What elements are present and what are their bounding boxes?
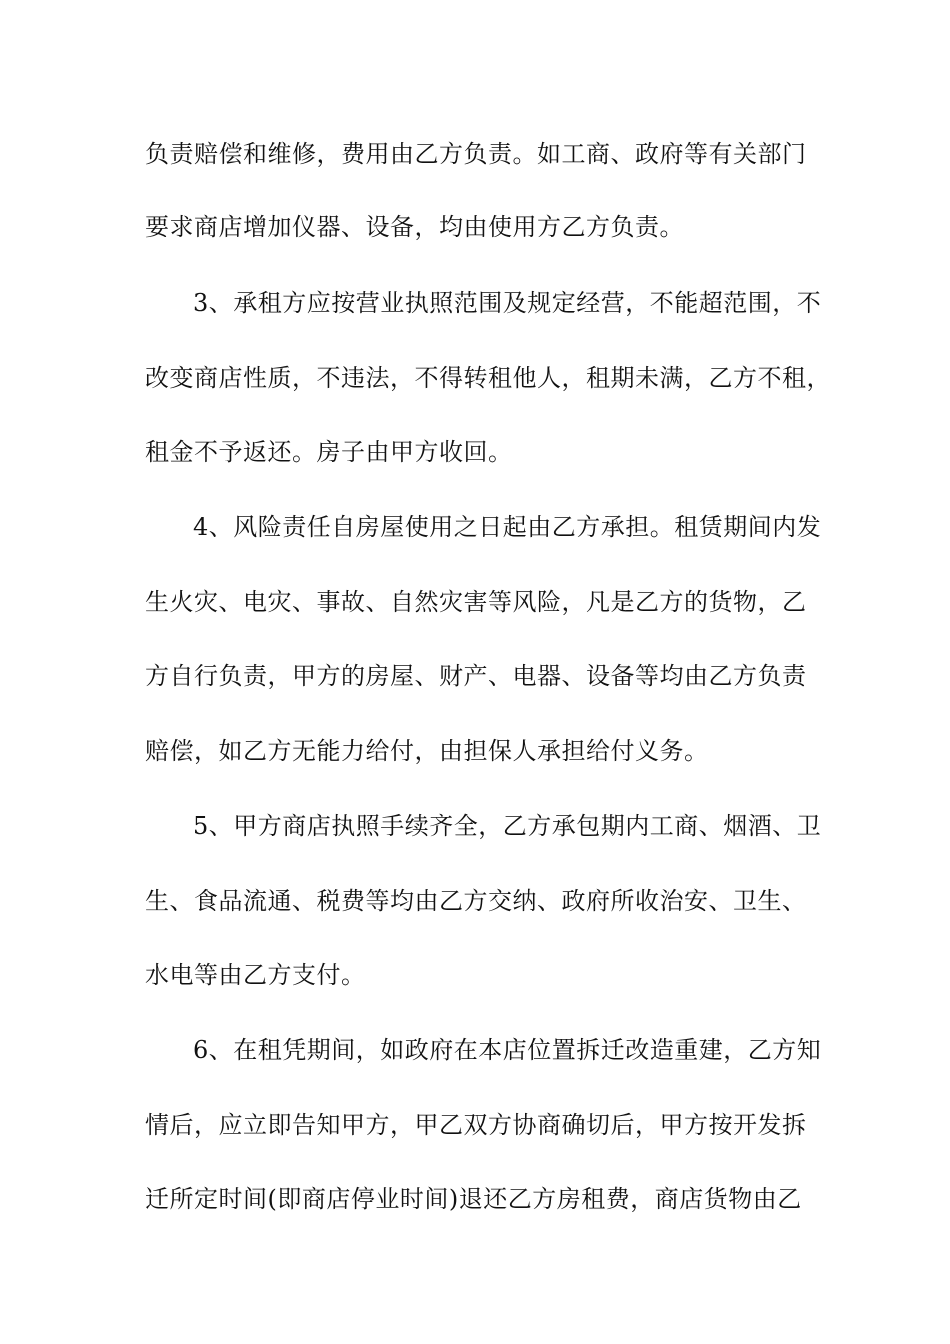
text-line: 生、食品流通、税费等均由乙方交纳、政府所收治安、卫生、 (145, 887, 807, 915)
paragraph-start-6: 6、在租凭期间，如政府在本店位置拆迁改造重建，乙方知 (193, 1036, 822, 1064)
text-line: 要求商店增加仪器、设备，均由使用方乙方负责。 (145, 213, 684, 241)
text-line: 生火灾、电灾、事故、自然灾害等风险，凡是乙方的货物，乙 (145, 588, 807, 616)
text-line: 情后，应立即告知甲方，甲乙双方协商确切后，甲方按开发拆 (145, 1111, 807, 1139)
paragraph-start-3: 3、承租方应按营业执照范围及规定经营，不能超范围，不 (193, 289, 822, 317)
text-line: 方自行负责，甲方的房屋、财产、电器、设备等均由乙方负责 (145, 662, 807, 690)
text-line: 迁所定时间(即商店停业时间)退还乙方房租费，商店货物由乙 (145, 1185, 802, 1213)
text-line: 负责赔偿和维修，费用由乙方负责。如工商、政府等有关部门 (145, 140, 807, 168)
paragraph-start-5: 5、甲方商店执照手续齐全，乙方承包期内工商、烟酒、卫 (193, 812, 822, 840)
text-line: 赔偿，如乙方无能力给付，由担保人承担给付义务。 (145, 737, 709, 765)
text-line: 水电等由乙方支付。 (145, 961, 366, 989)
paragraph-start-4: 4、风险责任自房屋使用之日起由乙方承担。租赁期间内发 (193, 513, 822, 541)
text-line: 租金不予返还。房子由甲方收回。 (145, 438, 513, 466)
text-line: 改变商店性质，不违法，不得转租他人，租期未满，乙方不租， (145, 364, 831, 392)
